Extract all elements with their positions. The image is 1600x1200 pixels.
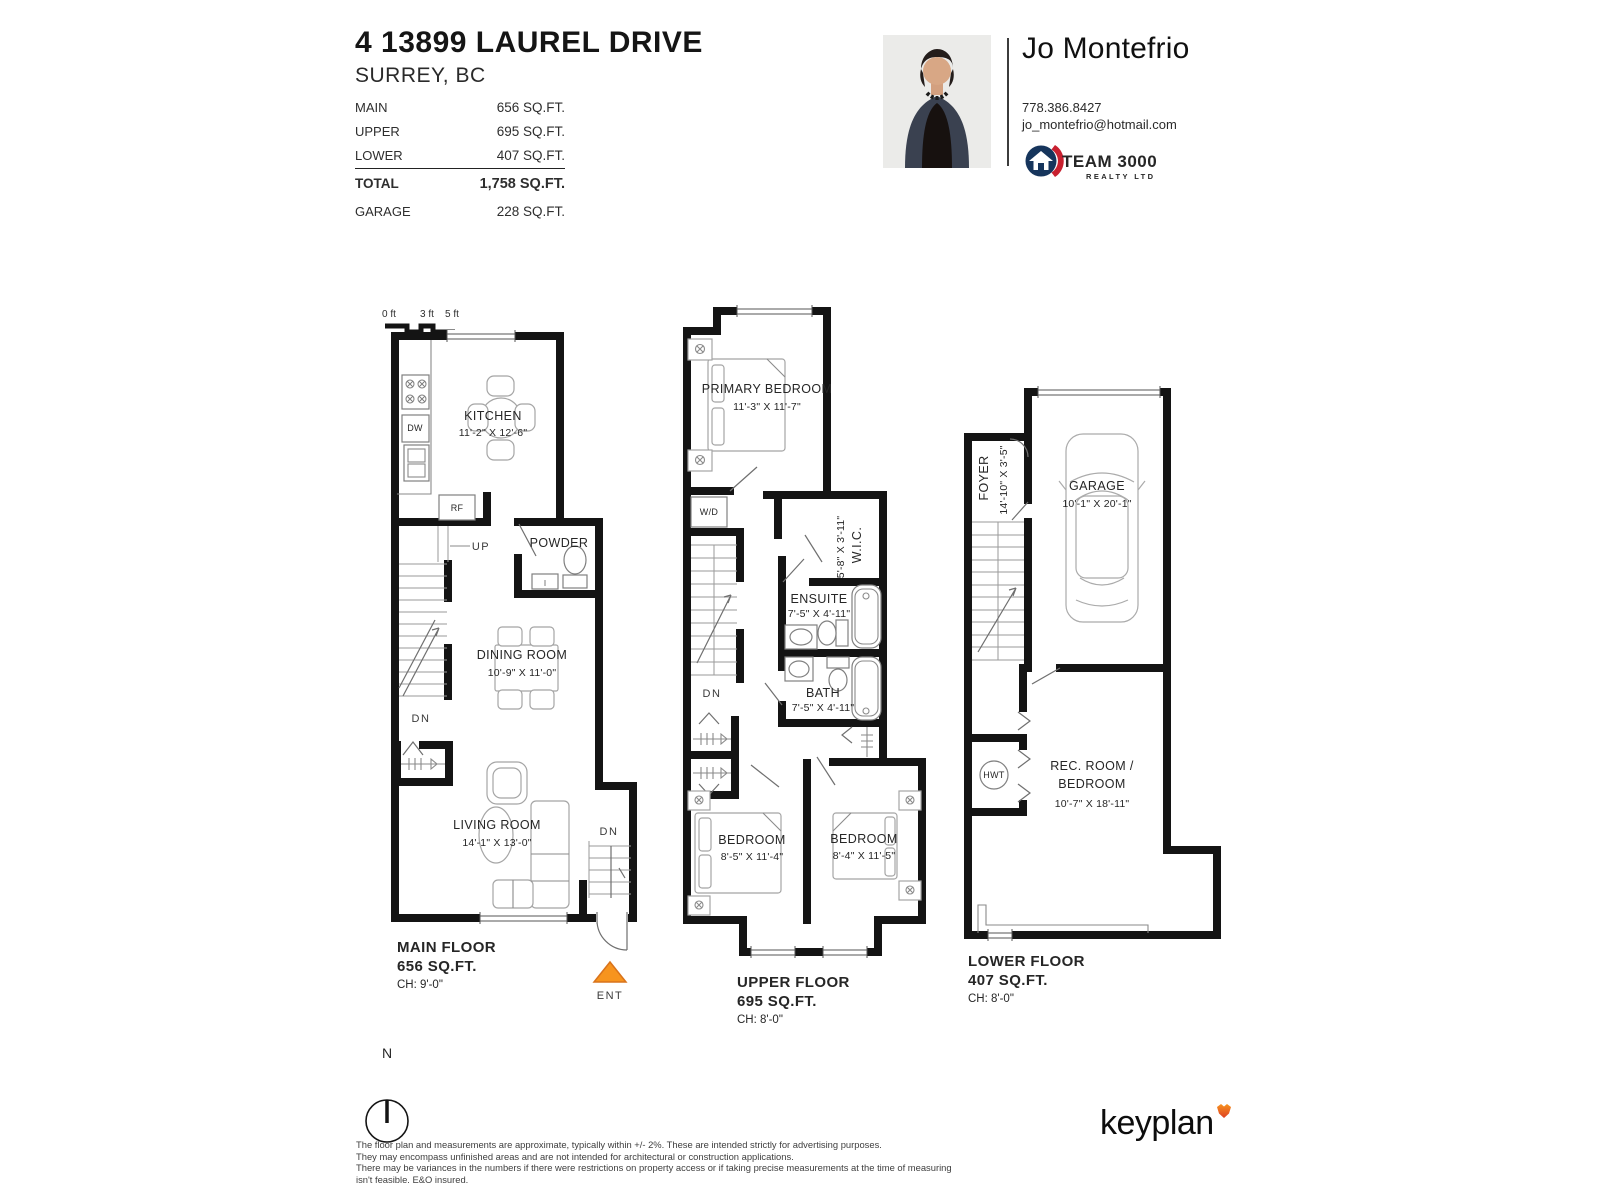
bedroom1-door <box>751 765 779 787</box>
agent-photo <box>883 35 991 168</box>
dn-label: DN <box>702 688 722 700</box>
kitchen-dims: 11'-2" X 12'-6" <box>458 427 528 439</box>
upper-stairs <box>691 545 737 700</box>
disclaimer-line: There may be variances in the numbers if there were restrictions on property access or if taking precise measurements at the time of measuring isn't feasible. E&O insured. <box>356 1162 952 1185</box>
up-label: UP <box>471 541 491 553</box>
main-floor-area: 656 SQ.FT. <box>397 958 477 975</box>
table-row-total <box>355 168 565 197</box>
lower-floor-plan <box>930 360 1230 1022</box>
chair <box>498 690 522 709</box>
row-value: 228 SQ.FT. <box>496 204 565 219</box>
wic-door <box>805 535 822 562</box>
stair-treads <box>691 545 737 675</box>
toilet-tank <box>836 620 848 646</box>
chevron-door <box>1018 712 1030 730</box>
car <box>1059 434 1145 622</box>
hwt-label: HWT <box>983 770 1005 780</box>
window-mask <box>751 946 795 958</box>
pillow <box>712 408 724 445</box>
rec-room-label-1: REC. ROOM / <box>1050 759 1134 773</box>
agent-photo-illustration <box>883 35 991 168</box>
foyer-label: FOYER <box>977 455 991 501</box>
closet-hangers <box>693 733 731 745</box>
rec-door-leaf <box>1032 668 1060 684</box>
scale-bar <box>382 309 459 332</box>
stair-arrow <box>978 588 1016 652</box>
header-divider <box>1007 38 1009 166</box>
stair-treads <box>589 841 631 898</box>
row-label: TOTAL <box>355 176 399 191</box>
disclaimer <box>356 1139 956 1185</box>
stair-arrow <box>399 620 439 696</box>
rec-room-dims: 10'-7" X 18'-11" <box>1054 798 1130 810</box>
table-row-upper <box>355 120 565 144</box>
upper-flight-lines <box>438 526 448 562</box>
house-door <box>1038 163 1044 170</box>
fox-icon <box>1216 1104 1232 1119</box>
chair <box>487 440 514 460</box>
sink <box>790 629 812 645</box>
living-dims: 14'-1" X 13'-0" <box>462 837 532 849</box>
fridge-label: RF <box>450 503 464 513</box>
stair-treads <box>399 564 447 696</box>
window-mask <box>823 946 867 958</box>
table-row-main <box>355 96 565 120</box>
row-value: 407 SQ.FT. <box>496 148 565 163</box>
garage-dims: 10'-1" X 20'-1" <box>1062 498 1132 510</box>
main-floor-plan <box>375 298 645 1004</box>
fox-shape <box>1217 1104 1231 1118</box>
agent-phone: 778.386.8427 <box>1022 100 1102 115</box>
left-closet-walls <box>687 720 735 795</box>
table-row-lower <box>355 144 565 168</box>
toilet-tank <box>827 657 849 668</box>
upper-floor-plan <box>655 295 935 1030</box>
row-label: UPPER <box>355 124 400 139</box>
upper-floor-ceiling: CH: 8'-0" <box>737 1014 783 1026</box>
hwt <box>980 761 1008 789</box>
wd-label: W/D <box>699 507 719 517</box>
row-value: 656 SQ.FT. <box>496 100 565 115</box>
scale-0: 0 ft <box>382 309 396 320</box>
dn-label: DN <box>411 713 431 725</box>
powder-fixtures <box>532 546 587 589</box>
pillow <box>699 818 711 851</box>
stove <box>402 375 429 409</box>
page-title: 4 13899 LAUREL DRIVE <box>355 26 703 59</box>
wic-label: W.I.C. <box>850 526 864 564</box>
windows <box>988 386 1160 941</box>
garage-door-leaf <box>1012 502 1028 520</box>
chevron-door <box>1018 784 1030 802</box>
lower-stairs <box>972 522 1024 660</box>
chair <box>487 376 514 396</box>
ensuite-label: ENSUITE <box>790 592 848 606</box>
coffee-table <box>479 807 513 863</box>
disclaimer-line: They may encompass unfinished areas and are not intended for architectural or construction applications. <box>356 1150 794 1162</box>
dining-dims: 10'-9" X 11'-0" <box>487 667 557 679</box>
bedroom2-dims: 8'-4" X 11'-5" <box>832 850 896 862</box>
chevron-door <box>1018 750 1030 768</box>
foyer-dims: 14'-10" X 3'-5" <box>998 445 1010 515</box>
primary-label: PRIMARY BEDROOM <box>701 382 833 396</box>
lower-floor-ceiling: CH: 8'-0" <box>968 993 1014 1005</box>
upper-floor-title: UPPER FLOOR <box>737 974 850 991</box>
page-subtitle: SURREY, BC <box>355 64 486 87</box>
dishwasher-label: DW <box>407 423 423 433</box>
entry-opening <box>596 912 628 924</box>
plant-symbols <box>906 796 914 894</box>
bedroom1-dims: 8'-5" X 11'-4" <box>720 851 784 863</box>
doors <box>1010 439 1060 802</box>
garage-door-mask <box>1038 386 1160 398</box>
toilet-bowl <box>564 546 586 574</box>
window-mask <box>480 912 567 924</box>
brokerage-name: TEAM 3000 <box>1062 152 1158 171</box>
entry-stairs <box>589 826 631 898</box>
armchair-seat <box>493 768 521 798</box>
lower-floor-title: LOWER FLOOR <box>968 953 1085 970</box>
agent-name: Jo Montefrio <box>1022 32 1190 65</box>
hwt-closet-walls <box>968 668 1023 812</box>
primary-dims: 11'-3" X 11'-7" <box>733 401 801 413</box>
closet-hangers <box>401 758 445 770</box>
closet-hangers-v <box>861 727 873 757</box>
window-mask <box>447 330 515 342</box>
row-value: 1,758 SQ.FT. <box>479 176 565 192</box>
car-body <box>1066 434 1138 622</box>
brokerage-logo <box>1022 140 1182 191</box>
bath-dims: 7'-5" X 4'-11" <box>791 702 855 714</box>
rec-room-label-2: BEDROOM <box>1058 777 1126 791</box>
outer-wall-right <box>599 594 633 918</box>
sink <box>789 661 809 677</box>
toilet-tank <box>563 575 587 588</box>
dining-label: DINING ROOM <box>476 648 568 662</box>
face <box>923 57 951 85</box>
closet-chevron-left <box>842 727 852 743</box>
chair <box>498 627 522 646</box>
lower-floor-area: 407 SQ.FT. <box>968 972 1048 989</box>
chair <box>530 690 554 709</box>
ensuite-door <box>783 559 804 582</box>
row-label: GARAGE <box>355 204 411 219</box>
bath-label: BATH <box>805 686 841 700</box>
north-label: N <box>381 1045 393 1061</box>
stair-treads <box>972 522 1024 660</box>
closet-hangers <box>693 767 731 779</box>
plant-symbols <box>696 345 705 465</box>
window-mask <box>737 305 812 317</box>
ent-triangle <box>594 962 626 982</box>
area-summary-table <box>355 96 565 224</box>
bedroom2-label: BEDROOM <box>830 832 898 846</box>
keyplan-wordmark: keyplan <box>1100 1104 1214 1142</box>
compass <box>357 1040 419 1150</box>
ent-label: ENT <box>596 990 624 1002</box>
main-floor-title: MAIN FLOOR <box>397 939 496 956</box>
garage-label: GARAGE <box>1069 479 1125 493</box>
kitchen-label: KITCHEN <box>464 409 522 423</box>
pillow <box>699 855 711 888</box>
entry-marker <box>594 962 626 1002</box>
closet-chevron-up <box>699 713 719 724</box>
row-value: 695 SQ.FT. <box>496 124 565 139</box>
powder-label: POWDER <box>529 536 589 550</box>
bedroom1-label: BEDROOM <box>718 833 786 847</box>
brokerage-sub: REALTY LTD <box>1086 172 1156 181</box>
ensuite-dims: 7'-5" X 4'-11" <box>787 608 851 620</box>
row-label: MAIN <box>355 100 388 115</box>
scale-3: 3 ft <box>420 309 434 320</box>
scale-bar-shape <box>385 326 455 332</box>
upper-floor-area: 695 SQ.FT. <box>737 993 817 1010</box>
dn-label-entry: DN <box>599 826 619 838</box>
living-label: LIVING ROOM <box>453 818 541 832</box>
tub <box>852 657 881 720</box>
tub <box>852 585 881 648</box>
chair <box>530 627 554 646</box>
scale-5: 5 ft <box>445 309 459 320</box>
agent-email: jo_montefrio@hotmail.com <box>1022 117 1177 132</box>
toilet-bowl <box>818 621 836 645</box>
main-floor-ceiling: CH: 9'-0" <box>397 979 443 991</box>
stair-rail <box>611 846 625 898</box>
table-row-garage <box>355 200 565 224</box>
bath-door <box>765 683 782 705</box>
primary-door <box>730 467 757 491</box>
window-mask <box>988 929 1012 941</box>
row-label: LOWER <box>355 148 403 163</box>
disclaimer-line: The floor plan and measurements are approximate, typically within +/- 2%. These are intended strictly for advertising purposes. <box>356 1139 882 1150</box>
entry-door-swing <box>597 920 627 950</box>
wic-dims: 5'-8" X 3'-11" <box>835 515 847 579</box>
keyplan-logo <box>1100 1106 1232 1140</box>
team3000-logo <box>1022 140 1182 186</box>
foundation-ledge <box>978 905 1148 933</box>
